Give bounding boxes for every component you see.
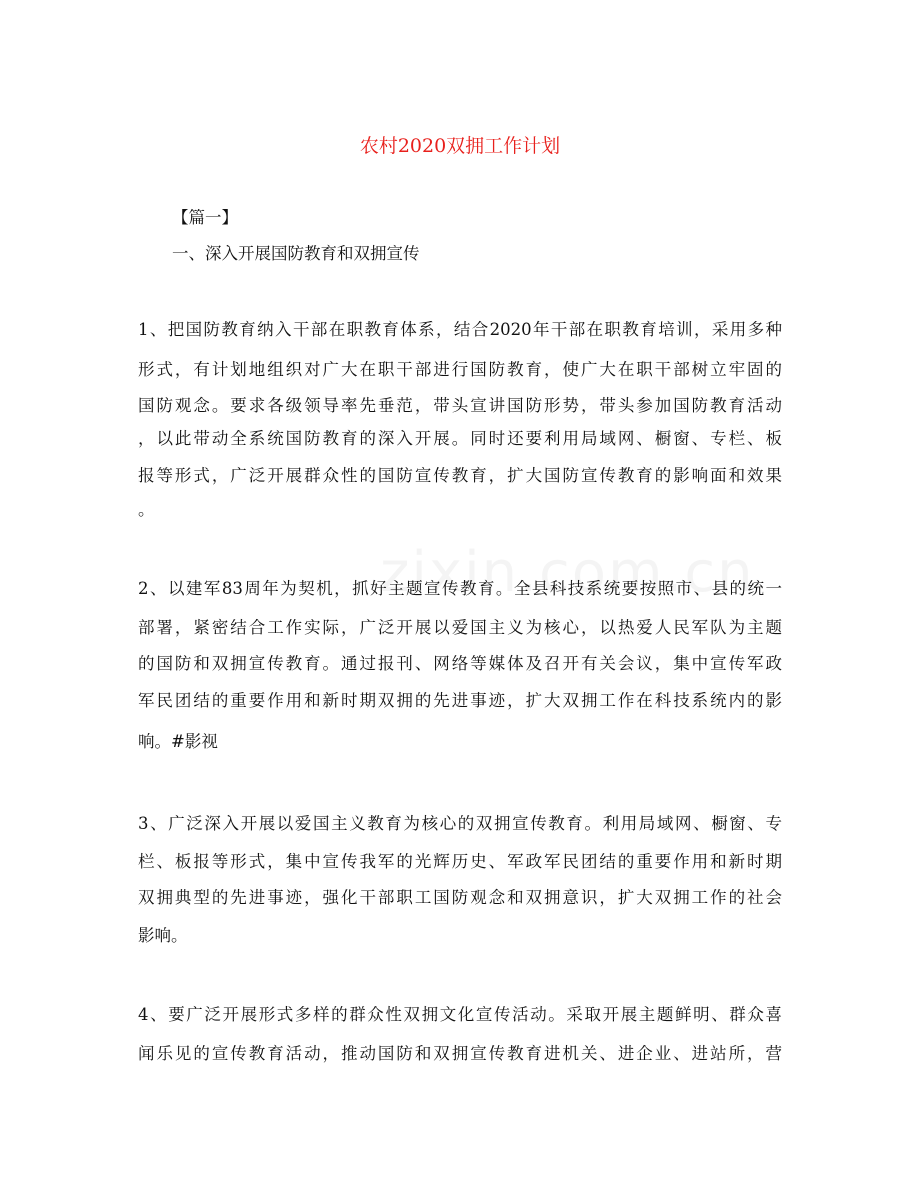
section-label: 【篇一】 xyxy=(172,208,238,227)
document-title: 农村2020双拥工作计划 xyxy=(359,135,561,157)
paragraph-line: 的国防和双拥宣传教育。通过报刊、网络等媒体及召开有关会议，集中宣传军政 xyxy=(138,654,782,673)
paragraph-line: 形式，有计划地组织对广大在职干部进行国防教育，使广大在职干部树立牢固的 xyxy=(138,360,782,379)
paragraph-line: 闻乐见的宣传教育活动，推动国防和双拥宣传教育进机关、进企业、进站所，营 xyxy=(138,1044,782,1063)
paragraph-line: 国防观念。要求各级领导率先垂范，带头宣讲国防形势，带头参加国防教育活动 xyxy=(138,396,782,415)
paragraph-line: 栏、板报等形式，集中宣传我军的光辉历史、军政军民团结的重要作用和新时期 xyxy=(138,852,782,871)
heading-1: 一、深入开展国防教育和双拥宣传 xyxy=(172,244,420,263)
paragraph-line: 影响。 xyxy=(138,926,188,945)
paragraph-line: 部署，紧密结合工作实际，广泛开展以爱国主义为核心，以热爱人民军队为主题 xyxy=(138,618,782,637)
paragraph-line: 军民团结的重要作用和新时期双拥的先进事迹，扩大双拥工作在科技系统内的影 xyxy=(138,691,782,710)
paragraph-line: 双拥典型的先进事迹，强化干部职工国防观念和双拥意识，扩大双拥工作的社会 xyxy=(138,888,782,907)
paragraph-line: ，以此带动全系统国防教育的深入开展。同时还要利用局域网、橱窗、专栏、板 xyxy=(138,429,782,448)
paragraph-line: 报等形式，广泛开展群众性的国防宣传教育，扩大国防宣传教育的影响面和效果 xyxy=(138,466,782,485)
paragraph-line: 3、广泛深入开展以爱国主义教育为核心的双拥宣传教育。利用局域网、橱窗、专 xyxy=(138,814,782,833)
paragraph-line: 2、以建军83周年为契机，抓好主题宣传教育。全县科技系统要按照市、县的统一 xyxy=(138,579,782,598)
paragraph-line: 4、要广泛开展形式多样的群众性双拥文化宣传活动。采取开展主题鲜明、群众喜 xyxy=(138,1005,782,1024)
paragraph-line: 。 xyxy=(138,500,155,519)
paragraph-line: 响。#影视 xyxy=(138,732,218,751)
paragraph-line: 1、把国防教育纳入干部在职教育体系，结合2020年干部在职教育培训，采用多种 xyxy=(138,320,782,339)
